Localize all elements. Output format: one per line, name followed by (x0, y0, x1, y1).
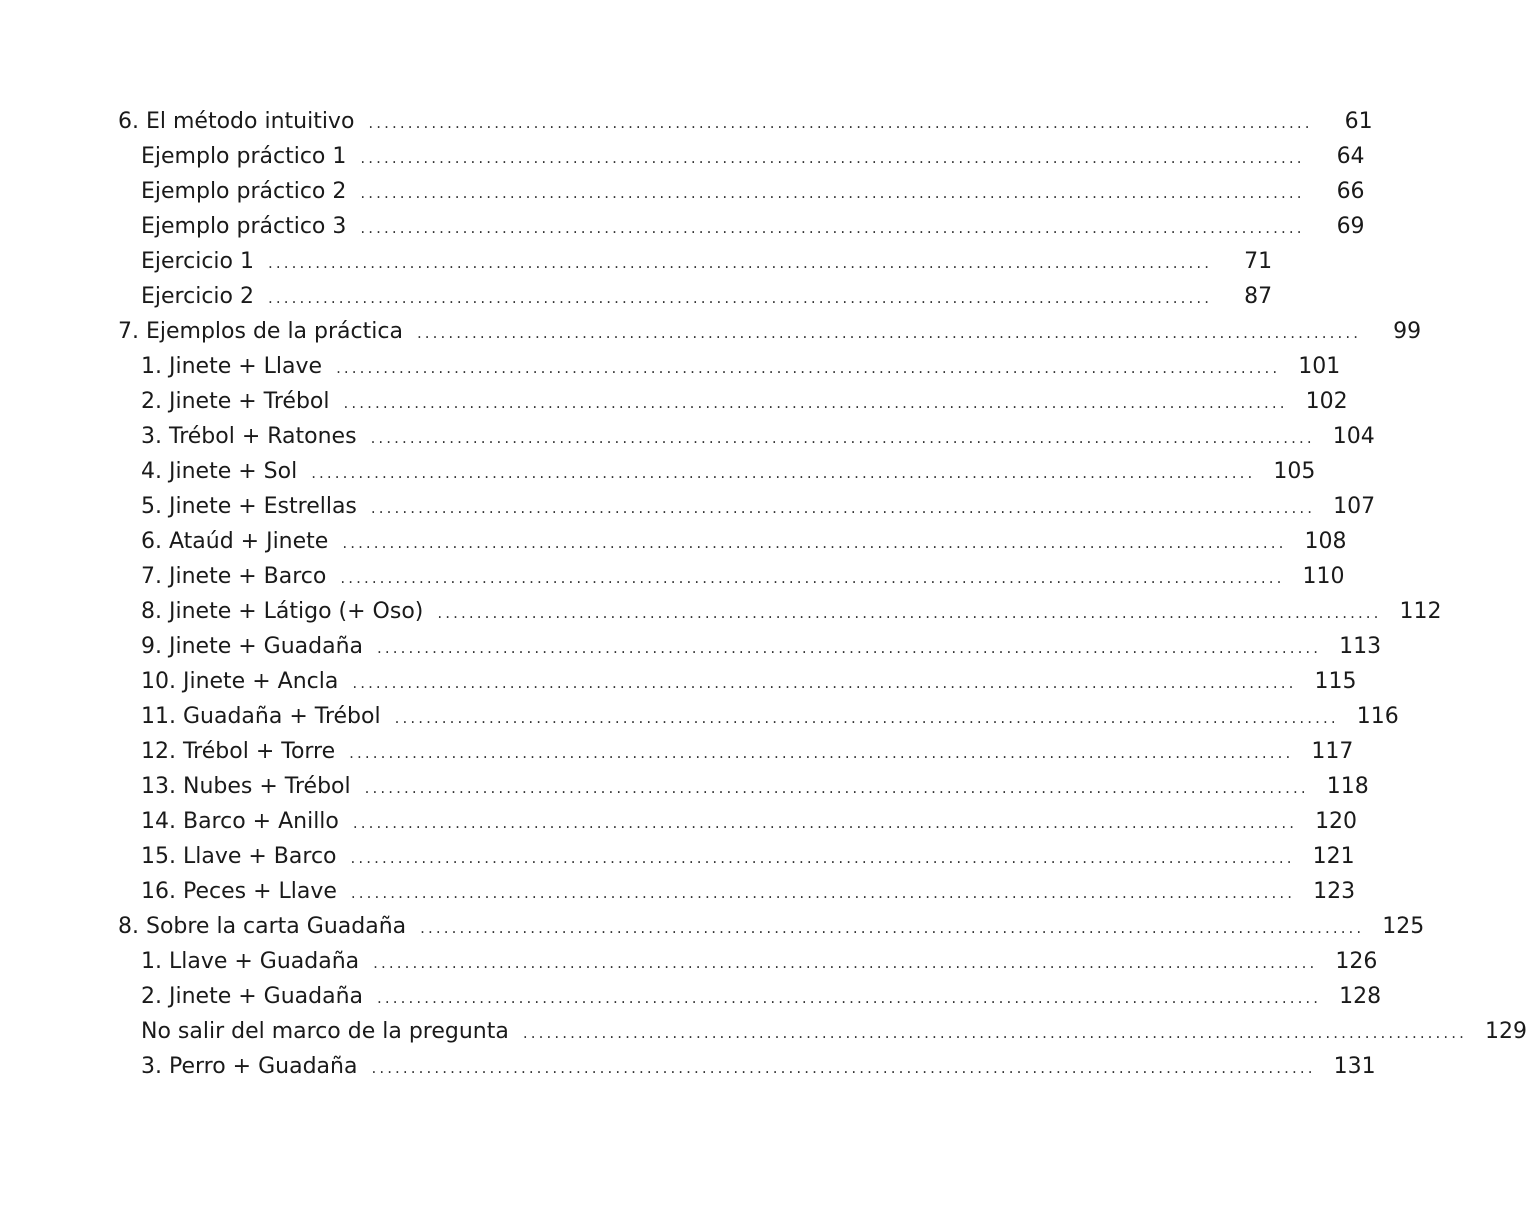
toc-entry[interactable] (118, 664, 1357, 699)
toc-entry-title: 13. Nubes + Trébol (141, 774, 351, 799)
dot-leader: ........................................................................................................................ (416, 324, 1362, 342)
toc-entry[interactable] (118, 629, 1382, 664)
toc-entry[interactable] (118, 419, 1375, 454)
toc-entry[interactable] (118, 384, 1348, 419)
dot-leader: ........................................................................................................................ (377, 639, 1322, 657)
toc-entry[interactable] (118, 944, 1378, 979)
toc-entry[interactable] (118, 734, 1354, 769)
toc-entry[interactable] (118, 594, 1442, 629)
toc-entry-title: 1. Llave + Guadaña (141, 949, 360, 974)
toc-entry-title: 8. Jinete + Látigo (+ Oso) (141, 599, 424, 624)
dot-leader: ........................................................................................................................ (336, 359, 1281, 377)
toc-entry-page: 66 (1336, 179, 1365, 204)
dot-leader: ........................................................................................................................ (370, 429, 1315, 447)
toc-entry-page: 117 (1311, 739, 1354, 764)
dot-leader: ........................................................................................................................ (350, 884, 1296, 902)
toc-entry-page: 110 (1302, 564, 1345, 589)
toc-entry-title: 7. Jinete + Barco (141, 564, 327, 589)
toc-entry-title: 5. Jinete + Estrellas (141, 494, 357, 519)
toc-entry-title: 8. Sobre la carta Guadaña (118, 914, 407, 939)
toc-entry-page: 113 (1339, 634, 1382, 659)
dot-leader: ........................................................................................................................ (437, 604, 1382, 622)
toc-entry[interactable] (118, 699, 1399, 734)
toc-entry-title: No salir del marco de la pregunta (141, 1019, 509, 1044)
toc-entry[interactable] (118, 1014, 1527, 1049)
dot-leader: ........................................................................................................................ (342, 534, 1287, 552)
toc-entry-title: 10. Jinete + Ancla (141, 669, 339, 694)
toc-entry[interactable] (118, 314, 1422, 349)
dot-leader: ........................................................................................................................ (377, 989, 1322, 1007)
toc-entry[interactable] (118, 1049, 1376, 1084)
dot-leader: ........................................................................................................................ (360, 184, 1305, 202)
toc-entry[interactable] (118, 909, 1425, 944)
toc-entry[interactable] (118, 874, 1356, 909)
toc-entry-page: 121 (1312, 844, 1355, 869)
toc-entry[interactable] (118, 559, 1345, 594)
toc-entry-page: 87 (1244, 284, 1273, 309)
toc-entry[interactable] (118, 139, 1365, 174)
toc-entry-title: 9. Jinete + Guadaña (141, 634, 363, 659)
toc-entry-title: 2. Jinete + Guadaña (141, 984, 363, 1009)
dot-leader: ........................................................................................................................ (343, 394, 1288, 412)
toc-entry-page: 131 (1333, 1054, 1376, 1079)
toc-entry[interactable] (118, 174, 1365, 209)
toc-entry[interactable] (118, 104, 1373, 139)
dot-leader: ........................................................................................................................ (350, 849, 1295, 867)
toc-entry-page: 128 (1339, 984, 1382, 1009)
toc-entry-title: 4. Jinete + Sol (141, 459, 298, 484)
toc-entry[interactable] (118, 769, 1369, 804)
toc-entry-page: 129 (1485, 1019, 1527, 1044)
dot-leader: ........................................................................................................................ (370, 499, 1316, 517)
toc-entry-title: 14. Barco + Anillo (141, 809, 339, 834)
dot-leader: ........................................................................................................................ (371, 1059, 1316, 1077)
toc-entry[interactable] (118, 804, 1358, 839)
toc-entry[interactable] (118, 349, 1341, 384)
toc-entry-title: Ejercicio 1 (141, 249, 254, 274)
toc-entry-page: 108 (1304, 529, 1347, 554)
dot-leader: ........................................................................................................................ (267, 289, 1213, 307)
dot-leader: ........................................................................................................................ (373, 954, 1318, 972)
toc-entry[interactable] (118, 209, 1365, 244)
toc-entry[interactable] (118, 454, 1316, 489)
toc-entry-page: 105 (1273, 459, 1316, 484)
toc-entry-page: 101 (1298, 354, 1341, 379)
dot-leader: ........................................................................................................................ (349, 744, 1294, 762)
toc-entry-page: 64 (1336, 144, 1365, 169)
toc-entry-page: 112 (1399, 599, 1442, 624)
toc-entry-title: Ejemplo práctico 1 (141, 144, 347, 169)
toc-entry-page: 120 (1315, 809, 1358, 834)
toc-entry-page: 61 (1344, 109, 1373, 134)
toc-entry-title: 15. Llave + Barco (141, 844, 337, 869)
toc-entry-title: 1. Jinete + Llave (141, 354, 323, 379)
toc-entry[interactable] (118, 524, 1347, 559)
toc-entry-page: 118 (1326, 774, 1369, 799)
toc-entry[interactable] (118, 489, 1376, 524)
toc-entry-title: Ejemplo práctico 2 (141, 179, 347, 204)
toc-entry-page: 107 (1333, 494, 1376, 519)
dot-leader: ........................................................................................................................ (420, 919, 1365, 937)
toc-entry-page: 123 (1313, 879, 1356, 904)
dot-leader: ........................................................................................................................ (364, 779, 1309, 797)
dot-leader: ........................................................................................................................ (394, 709, 1339, 727)
dot-leader: ........................................................................................................................ (368, 114, 1313, 132)
dot-leader: ........................................................................................................................ (340, 569, 1285, 587)
toc-entry[interactable] (118, 279, 1273, 314)
toc-entry-title: 16. Peces + Llave (141, 879, 337, 904)
toc-entry-title: 3. Trébol + Ratones (141, 424, 357, 449)
toc-entry-page: 71 (1244, 249, 1273, 274)
dot-leader: ........................................................................................................................ (360, 219, 1305, 237)
toc-entry-page: 126 (1335, 949, 1378, 974)
toc-entry[interactable] (118, 839, 1355, 874)
toc-entry-title: 11. Guadaña + Trébol (141, 704, 381, 729)
toc-entry-title: Ejercicio 2 (141, 284, 254, 309)
dot-leader: ........................................................................................................................ (352, 814, 1298, 832)
dot-leader: ........................................................................................................................ (352, 674, 1297, 692)
toc-entry-title: 7. Ejemplos de la práctica (118, 319, 403, 344)
toc-entry-title: 6. El método intuitivo (118, 109, 355, 134)
toc-entry-page: 125 (1382, 914, 1425, 939)
table-of-contents (118, 104, 1527, 1084)
toc-entry-page: 69 (1336, 214, 1365, 239)
toc-entry-page: 115 (1314, 669, 1357, 694)
toc-entry-page: 99 (1393, 319, 1422, 344)
dot-leader: ........................................................................................................................ (311, 464, 1256, 482)
toc-entry-page: 102 (1305, 389, 1348, 414)
toc-entry-title: 3. Perro + Guadaña (141, 1054, 358, 1079)
toc-entry-page: 116 (1356, 704, 1399, 729)
dot-leader: ........................................................................................................................ (522, 1024, 1468, 1042)
dot-leader: ........................................................................................................................ (267, 254, 1213, 272)
toc-entry-title: 12. Trébol + Torre (141, 739, 336, 764)
toc-entry-title: 6. Ataúd + Jinete (141, 529, 329, 554)
dot-leader: ........................................................................................................................ (360, 149, 1305, 167)
toc-entry-page: 104 (1332, 424, 1375, 449)
toc-entry[interactable] (118, 979, 1382, 1014)
toc-entry-title: Ejemplo práctico 3 (141, 214, 347, 239)
toc-entry-title: 2. Jinete + Trébol (141, 389, 330, 414)
toc-entry[interactable] (118, 244, 1273, 279)
